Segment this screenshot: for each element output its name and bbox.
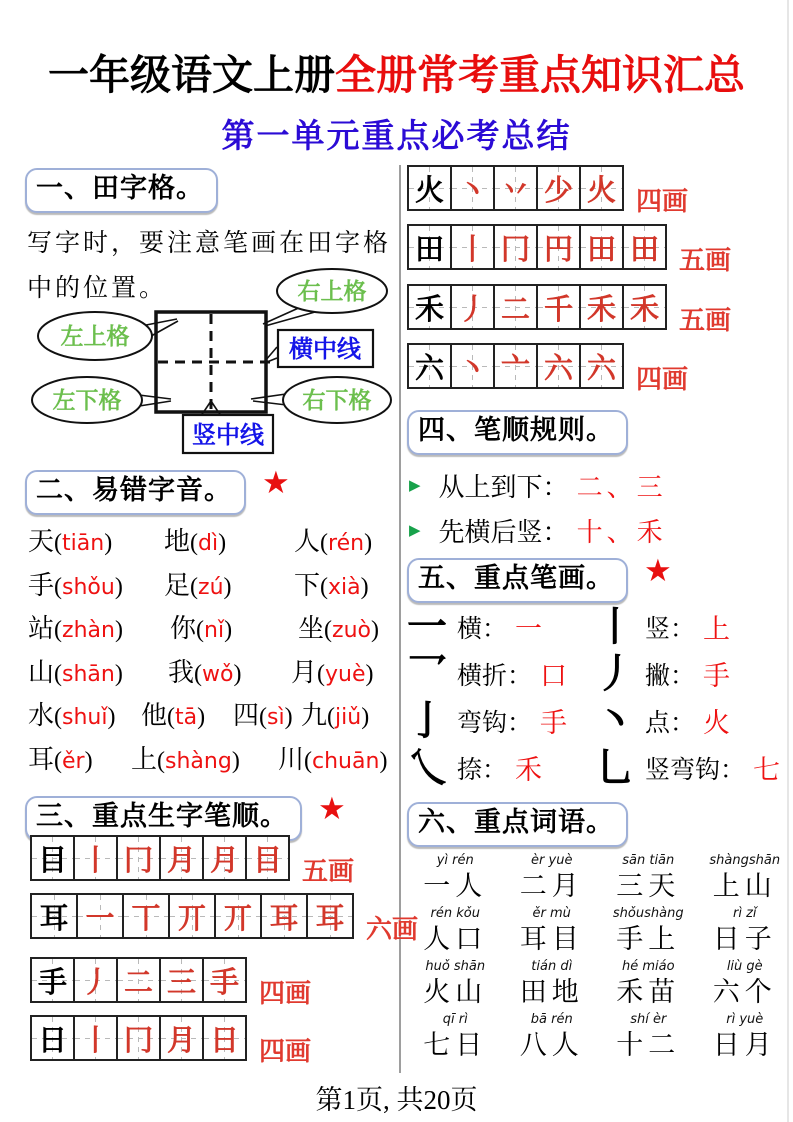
word-pinyin: shǒushàng [612,906,684,921]
pinyin-item [28,652,168,689]
stroke-char: 禾 [409,286,450,328]
paren: ( [259,704,268,731]
stroke-example: 口 [540,661,568,691]
section1-title: 一、田字格。 [25,168,218,213]
stroke-name: 点： [645,709,696,737]
hanzi: 足 [164,570,191,600]
pinyin-item [168,652,291,689]
stroke-order-row [30,835,355,886]
pinyin-item [141,695,233,732]
tianzige-diagram [25,258,400,463]
word-pinyin: tián dì [531,959,573,974]
stroke-step: 丨 [73,1017,116,1059]
paren: ) [224,617,233,644]
triangle-bullet-icon: ▶ [409,478,421,494]
pinyin: wǒ [202,661,234,687]
paren: ( [320,573,329,600]
stroke-table [407,224,667,270]
paren: ) [114,660,123,687]
stroke-example: 七 [753,755,781,785]
stroke-count-label: 四画 [259,1037,312,1066]
stroke-step: 二 [116,959,159,1001]
pinyin: yuè [325,661,366,687]
pinyin: shàng [165,748,232,774]
stroke-table [30,893,354,939]
word-item [697,906,793,959]
paren: ( [190,530,199,557]
word-pinyin: liù gè [726,959,763,974]
stroke-item [595,603,793,650]
section3-header [25,791,346,841]
pinyin: ěr [62,748,85,774]
pinyin-item [294,565,399,602]
stroke-step: 丿 [73,959,116,1001]
paren: ( [327,704,336,731]
stroke-count-label: 四画 [636,365,689,394]
paren: ( [320,530,329,557]
stroke-step: 三 [159,959,202,1001]
pinyin: nǐ [204,618,225,644]
stroke-item [595,744,793,791]
section6-words [407,853,793,1065]
word-text: 上山 [712,871,777,901]
pinyin-item [28,521,164,558]
stroke-step: 禾 [579,286,622,328]
stroke-step: 丿 [450,286,493,328]
pinyin: shān [62,661,115,687]
section2-title: 二、易错字音。 [25,470,246,515]
word-text: 手上 [616,924,681,954]
pinyin: chuān [312,748,380,774]
word-item [600,906,697,959]
stroke-char: 田 [409,226,450,268]
paren: ( [54,530,63,557]
stroke-step: 火 [579,167,622,209]
hanzi: 他 [141,701,168,731]
hanzi: 九 [301,701,328,731]
stroke-glyph: 乀 [407,744,447,790]
pinyin: sì [267,705,285,731]
word-item [407,1012,504,1065]
pinyin-item [164,521,294,558]
stroke-example: 一 [515,614,543,644]
stroke-item [595,650,793,697]
paren: ( [54,617,63,644]
section2-header [25,465,290,515]
rule-label: 先横后竖： [438,518,569,547]
pinyin-item [298,608,399,645]
pinyin-item [164,565,294,602]
pinyin-row [28,736,399,780]
paren: ( [54,747,63,774]
stroke-step: 田 [622,226,665,268]
stroke-step: 一 [76,895,122,937]
word-text: 六个 [712,977,777,1007]
word-item [504,853,601,906]
stroke-step: 丨 [450,226,493,268]
stroke-name: 捺： [457,756,508,784]
stroke-step: 千 [536,286,579,328]
stroke-order-row [30,957,312,1008]
paren: ) [233,660,242,687]
stroke-char: 耳 [32,895,76,937]
page-number: 第1页, 共20页 [315,1085,478,1115]
paren: ) [284,704,293,731]
stroke-glyph: 一 [407,603,447,649]
star-icon: ★ [318,791,346,826]
pinyin: zuò [332,618,371,644]
label-bottom-right-cell: 右下格 [302,388,372,413]
stroke-glyph: 丨 [595,603,635,649]
word-text: 七日 [423,1030,488,1060]
label-top-left-cell: 左上格 [60,324,130,349]
pinyin-item [28,695,141,732]
pinyin-item [301,695,399,732]
pinyin: tā [175,705,198,731]
word-pinyin: rì yuè [726,1012,764,1027]
stroke-order-row [407,165,689,216]
word-pinyin: bā rén [530,1012,573,1027]
stroke-char: 手 [32,959,73,1001]
paren: ) [360,573,369,600]
hanzi: 川 [278,744,305,774]
label-bottom-left-cell: 左下格 [52,388,122,413]
paren: ) [370,617,379,644]
rule-label: 从上到下： [438,473,569,502]
word-text: 火山 [423,977,488,1007]
pinyin-item [233,695,301,732]
stroke-name: 横： [457,615,508,643]
stroke-table [30,835,290,881]
paren: ) [379,747,388,774]
stroke-table [30,1015,247,1061]
stroke-count-label: 五画 [679,306,732,335]
stroke-step: 月 [202,837,245,879]
stroke-step: 手 [202,959,245,1001]
stroke-table [30,957,247,1003]
rule-examples: 二、三 [576,473,667,502]
pinyin: zú [198,574,224,600]
stroke-step: 六 [579,345,622,387]
stroke-step: 六 [536,345,579,387]
left-column [25,0,419,1122]
word-pinyin: sān tiān [622,853,675,868]
stroke-order-row [407,343,689,394]
stroke-table [407,343,624,389]
stroke-name: 撇： [645,662,696,690]
paren: ( [324,617,333,644]
section6-title: 六、重点词语。 [407,802,628,847]
paren: ) [197,704,206,731]
hanzi: 天 [28,527,55,557]
hanzi: 上 [131,744,158,774]
stroke-char: 六 [409,345,450,387]
word-pinyin: ěr mù [532,906,571,921]
word-text: 日月 [712,1030,777,1060]
hanzi: 站 [28,614,55,644]
section4-header [407,410,628,455]
word-item [697,853,793,906]
word-pinyin: èr yuè [531,853,573,868]
word-pinyin: shàngshān [709,853,781,868]
stroke-char: 目 [32,837,73,879]
stroke-step: 丶 [450,167,493,209]
page-title-red: 全册常考重点知识汇总 [335,52,745,98]
word-pinyin: rì zǐ [732,906,757,921]
paren: ) [107,704,116,731]
pinyin: shǒu [62,574,115,600]
stroke-step: 丨 [73,837,116,879]
hanzi: 坐 [298,614,325,644]
star-icon: ★ [644,553,672,588]
pinyin: xià [328,574,361,600]
pinyin-item [294,521,399,558]
word-text: 二月 [519,871,584,901]
stroke-item [407,697,595,744]
pinyin-item [28,739,131,776]
stroke-example: 上 [703,614,731,644]
word-text: 十二 [616,1030,681,1060]
pinyin-item [291,652,399,689]
word-item [697,959,793,1012]
stroke-name: 横折： [457,662,533,690]
paren: ( [304,747,313,774]
stroke-count-label: 四画 [636,187,689,216]
hanzi: 手 [28,570,55,600]
stroke-step: 少 [536,167,579,209]
label-horizontal-midline: 横中线 [289,337,361,363]
hanzi: 山 [28,657,55,687]
triangle-bullet-icon: ▶ [409,523,421,539]
section5-header [407,553,672,603]
pinyin-item [170,608,298,645]
word-item [407,959,504,1012]
hanzi: 我 [168,657,195,687]
stroke-order-row [407,224,732,275]
rule-examples: 十、禾 [576,518,667,547]
paren: ) [114,617,123,644]
stroke-step: 日 [202,1017,245,1059]
word-item [504,906,601,959]
stroke-glyph: 丿 [595,650,635,696]
paren: ( [317,660,326,687]
word-item [600,853,697,906]
paren: ( [194,660,203,687]
right-column [407,0,793,1122]
paren: ) [361,704,370,731]
paren: ( [54,660,63,687]
stroke-count-label: 五画 [302,857,355,886]
stroke-step: 丷 [493,167,536,209]
stroke-table [407,165,624,211]
pinyin: dì [198,531,219,557]
stroke-char: 日 [32,1017,73,1059]
word-pinyin: rén kǒu [430,906,480,921]
stroke-step: 耳 [260,895,306,937]
rule-row [409,508,667,553]
stroke-step: 円 [536,226,579,268]
stroke-step: 田 [579,226,622,268]
paren: ( [54,704,63,731]
hanzi: 下 [294,570,321,600]
stroke-count-label: 五画 [679,246,732,275]
hanzi: 你 [170,614,197,644]
pinyin-row [28,562,399,606]
stroke-step: 禾 [622,286,665,328]
paren: ( [54,573,63,600]
pinyin: tiān [62,531,105,557]
word-item [697,1012,793,1065]
stroke-step: 丅 [122,895,168,937]
paren: ) [364,530,373,557]
paren: ) [84,747,93,774]
stroke-item [407,744,595,791]
paren: ) [218,530,227,557]
stroke-name: 弯钩： [457,709,533,737]
paren: ) [365,660,374,687]
section4-title: 四、笔顺规则。 [407,410,628,455]
page-subtitle: 第一单元重点必考总结 [221,119,572,155]
label-vertical-midline: 竖中线 [192,423,264,449]
stroke-count-label: 四画 [259,979,312,1008]
stroke-step: 二 [493,286,536,328]
stroke-example: 火 [703,708,731,738]
stroke-char: 火 [409,167,450,209]
paren: ) [104,530,113,557]
word-pinyin: hé miáo [621,959,675,974]
stroke-name: 竖弯钩： [645,756,746,784]
pinyin-item [28,608,170,645]
word-item [600,1012,697,1065]
section6-header [407,802,628,847]
word-text: 人口 [423,924,488,954]
section5-strokes [407,603,793,791]
stroke-step: 冂 [116,1017,159,1059]
pinyin: shuǐ [62,705,108,731]
word-text: 耳目 [519,924,584,954]
stroke-step: 冂 [493,226,536,268]
paren: ( [196,617,205,644]
word-item [407,853,504,906]
word-pinyin: yì rén [436,853,474,868]
hanzi: 月 [291,657,318,687]
word-text: 田地 [519,977,584,1007]
stroke-step: 丌 [214,895,260,937]
stroke-example: 禾 [515,755,543,785]
paren: ( [157,747,166,774]
hanzi: 地 [164,527,191,557]
pinyin-item [278,739,399,776]
word-pinyin: huǒ shān [425,959,486,974]
stroke-glyph: 乛 [407,650,447,696]
hanzi: 水 [28,701,55,731]
pinyin: jiǔ [335,705,362,731]
stroke-step: 目 [245,837,288,879]
pinyin-row [28,518,399,562]
pinyin: rén [328,531,365,557]
stroke-count-label: 六画 [366,915,419,944]
star-icon: ★ [262,465,290,500]
stroke-name: 竖： [645,615,696,643]
stroke-order-row [407,284,732,335]
hanzi: 四 [233,701,260,731]
hanzi: 耳 [28,744,55,774]
word-item [504,1012,601,1065]
word-text: 八人 [519,1030,584,1060]
word-item [407,906,504,959]
section5-title: 五、重点笔画。 [407,558,628,603]
section2-list [28,518,399,779]
stroke-step: 亠 [493,345,536,387]
stroke-table [407,284,667,330]
stroke-glyph: 亅 [407,697,447,743]
paren: ( [190,573,199,600]
word-text: 日子 [712,924,777,954]
stroke-example: 手 [703,661,731,691]
pinyin-item [28,565,164,602]
paragraph-line2: 中的位置。 [27,275,168,302]
pinyin-row [28,692,399,736]
stroke-step: 冂 [116,837,159,879]
pinyin-row [28,605,399,649]
word-item [504,959,601,1012]
word-item [600,959,697,1012]
pinyin: zhàn [62,618,115,644]
pinyin-item [131,739,278,776]
page-title-black: 一年级语文上册 [48,52,335,98]
pinyin-row [28,649,399,693]
stroke-item [407,650,595,697]
stroke-order-row [30,1015,312,1066]
stroke-glyph: 乚 [595,744,635,790]
paren: ) [231,747,240,774]
section1-header [25,168,218,213]
stroke-item [407,603,595,650]
stroke-step: 丌 [168,895,214,937]
stroke-example: 手 [540,708,568,738]
rule-row [409,463,667,508]
stroke-order-row [30,893,419,944]
label-top-right-cell: 右上格 [297,279,367,304]
word-pinyin: qī rì [442,1012,468,1027]
word-text: 三天 [616,871,681,901]
stroke-step: 丶 [450,345,493,387]
stroke-step: 耳 [306,895,352,937]
section4-rules [409,463,667,553]
word-pinyin: shí èr [630,1012,667,1027]
word-text: 禾苗 [616,977,681,1007]
stroke-step: 月 [159,1017,202,1059]
stroke-step: 月 [159,837,202,879]
paragraph-line1: 写字时，要注意笔画在田字格 [27,230,392,257]
section3-title: 三、重点生字笔顺。 [25,796,302,841]
stroke-glyph: 丶 [595,697,635,743]
word-text: 一人 [423,871,488,901]
hanzi: 人 [294,527,321,557]
stroke-item [595,697,793,744]
paren: ( [167,704,176,731]
paren: ) [223,573,232,600]
paren: ) [114,573,123,600]
